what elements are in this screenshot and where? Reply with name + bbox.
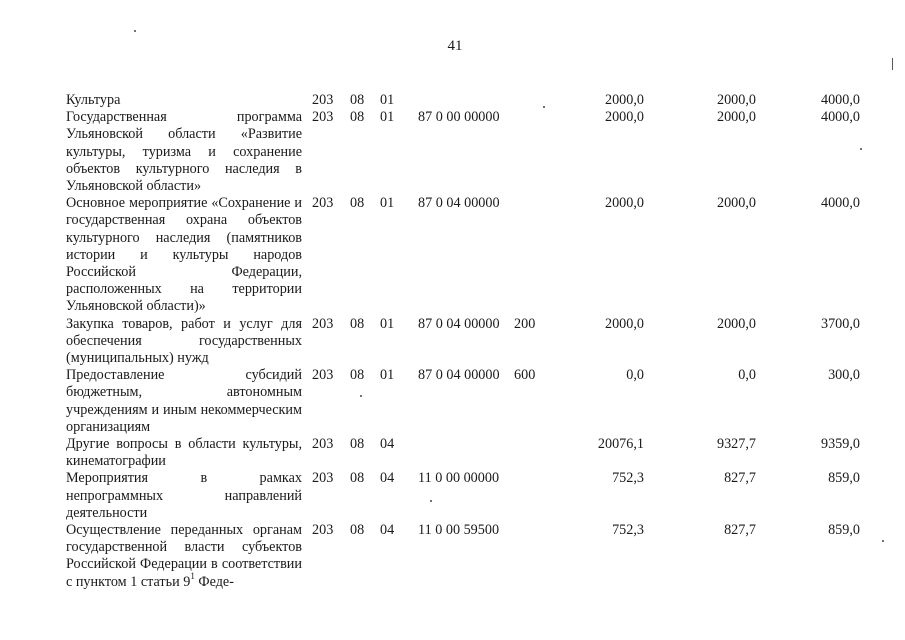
row-year2-amount: 0,0	[738, 367, 756, 384]
table-row	[66, 436, 860, 470]
row-target-article	[418, 92, 514, 109]
scan-speck	[882, 540, 884, 542]
row-name: Предоставление субсидий бюджетным, автономным учреждениям и иным некоммерческим организациям	[66, 367, 302, 435]
table-row	[66, 367, 860, 436]
row-name: Другие вопросы в области культуры, кинематографии	[66, 436, 302, 470]
row-expense-type	[514, 195, 554, 315]
row-year2-amount: 827,7	[724, 522, 756, 539]
table-row	[66, 470, 860, 522]
row-year3-amount: 859,0	[828, 522, 860, 539]
budget-table	[66, 92, 860, 591]
row-expense-type	[514, 522, 554, 591]
scan-speck	[543, 106, 545, 108]
row-subsection: 04	[380, 436, 395, 453]
row-year1-amount: 2000,0	[604, 92, 644, 108]
row-name-text	[66, 522, 302, 591]
scan-edge-mark	[892, 58, 893, 70]
row-subsection: 01	[380, 315, 395, 332]
row-subsection: 01	[380, 109, 395, 126]
row-section: 08	[350, 315, 365, 332]
row-year1-amount: 752,3	[612, 522, 644, 539]
page-number: 41	[447, 38, 463, 54]
table-row	[66, 522, 860, 591]
row-name	[66, 522, 312, 591]
row-expense-type	[514, 109, 554, 195]
row-year1-amount: 0,0	[626, 367, 644, 384]
row-name: Культура	[66, 92, 121, 108]
row-year3-amount: 3700,0	[820, 315, 860, 332]
row-target-article: 87 0 04 00000	[418, 195, 500, 212]
table-row	[66, 195, 860, 315]
row-year2-amount: 9327,7	[716, 436, 756, 453]
row-section: 08	[350, 195, 365, 212]
row-admin-code: 203	[312, 109, 334, 126]
row-name-main: Осуществление переданных органам государственной власти субъектов Российской Федерации в соответствии с пунктом 1 статьи 9	[66, 522, 302, 590]
row-subsection: 04	[380, 470, 395, 487]
row-year1-amount: 2000,0	[604, 109, 644, 126]
row-year2-amount: 2000,0	[716, 92, 756, 108]
scan-speck	[360, 395, 362, 397]
row-subsection: 01	[380, 367, 395, 384]
row-admin-code: 203	[312, 315, 334, 332]
row-expense-type: 200	[514, 315, 536, 332]
row-year1-amount: 20076,1	[597, 436, 644, 453]
row-admin-code: 203	[312, 470, 334, 487]
row-section: 08	[350, 367, 365, 384]
row-section: 08	[350, 436, 365, 453]
scan-speck	[860, 148, 862, 150]
row-year2-amount: 827,7	[724, 470, 756, 487]
row-year2-amount: 2000,0	[716, 315, 756, 332]
row-section: 08	[350, 92, 365, 108]
row-year3-amount: 859,0	[828, 470, 860, 487]
row-admin-code: 203	[312, 195, 334, 212]
row-admin-code: 203	[312, 436, 334, 453]
row-name: Мероприятия в рамках непрограммных направлений деятельности	[66, 470, 302, 521]
row-expense-type	[514, 436, 554, 470]
row-section: 08	[350, 522, 365, 539]
row-name: Государственная программа Ульяновской области «Развитие культуры, туризма и сохранение объектов культурного наследия в Ульяновской области»	[66, 109, 302, 195]
row-year3-amount: 300,0	[828, 367, 860, 384]
row-year1-amount: 2000,0	[604, 195, 644, 212]
row-year2-amount: 2000,0	[716, 195, 756, 212]
row-year3-amount: 4000,0	[820, 92, 860, 108]
scan-speck	[430, 500, 432, 502]
row-expense-type: 600	[514, 367, 536, 384]
row-target-article: 11 0 00 59500	[418, 522, 500, 539]
table-row	[66, 109, 860, 195]
row-admin-code: 203	[312, 367, 334, 384]
row-section: 08	[350, 470, 365, 487]
row-target-article: 11 0 00 00000	[418, 470, 500, 487]
row-section: 08	[350, 109, 365, 126]
row-subsection: 04	[380, 522, 395, 539]
table-row	[66, 316, 860, 368]
row-expense-type	[514, 470, 554, 522]
row-admin-code: 203	[312, 522, 334, 539]
row-target-article	[418, 436, 514, 470]
row-admin-code: 203	[312, 92, 334, 108]
row-year1-amount: 2000,0	[604, 315, 644, 332]
row-target-article: 87 0 00 00000	[418, 109, 500, 126]
row-name-superscript: 1	[190, 570, 195, 581]
table-row	[66, 92, 860, 109]
row-name: Закупка товаров, работ и услуг для обеспечения государственных (муниципальных) нужд	[66, 315, 302, 367]
row-name-tail: Феде-	[194, 573, 234, 590]
row-subsection: 01	[380, 195, 395, 212]
row-target-article: 87 0 04 00000	[418, 315, 500, 332]
row-subsection: 01	[380, 92, 395, 108]
scan-speck	[134, 30, 136, 32]
row-year1-amount: 752,3	[612, 470, 644, 487]
row-expense-type	[514, 92, 554, 109]
row-year3-amount: 9359,0	[820, 436, 860, 453]
row-name: Основное мероприятие «Сохранение и государственная охрана объектов культурного наследия (памятников истории и культуры народов Российской Федерации, расположенных на территории Ульяновской области)»	[66, 195, 302, 315]
row-target-article: 87 0 04 00000	[418, 367, 500, 384]
row-year3-amount: 4000,0	[820, 109, 860, 126]
row-year2-amount: 2000,0	[716, 109, 756, 126]
row-year3-amount: 4000,0	[820, 195, 860, 212]
